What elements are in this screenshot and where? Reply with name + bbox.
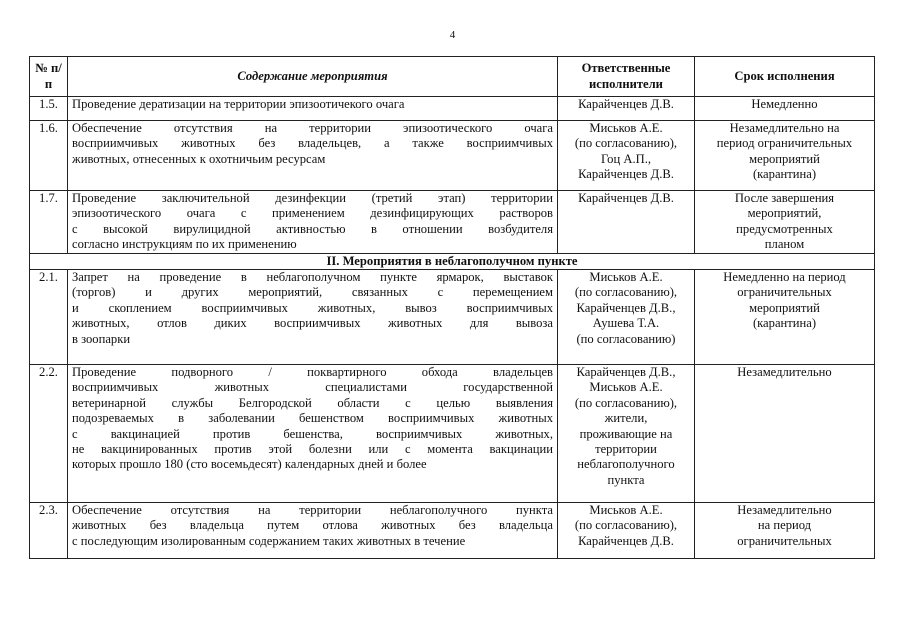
measure-content (68, 503, 558, 559)
responsible-persons (558, 270, 695, 365)
section-part2 (30, 253, 875, 269)
execution-term-line: Немедленно (751, 97, 818, 111)
measure-content (68, 121, 558, 191)
responsible-persons-line: (по согласованию), (574, 518, 678, 533)
table-row (30, 503, 875, 559)
header-content: Содержание мероприятия (68, 57, 558, 97)
measure-content-line: которых прошло 180 (сто восемьдесят) календарных дней и более (72, 457, 427, 472)
responsible-persons-line: Миськов А.Е. (589, 121, 663, 135)
row-number: 1.5. (30, 97, 68, 121)
responsible-persons-line: неблагополучного (577, 457, 675, 472)
table-row (30, 191, 875, 254)
execution-term (695, 121, 875, 191)
responsible-persons-line: Миськов А.Е. (589, 270, 663, 285)
measure-content-line: не вакцинированных против этой болезни или с момента вакцинации (72, 442, 553, 457)
section-row (30, 253, 875, 269)
execution-term-line: Немедленно на период (723, 270, 846, 285)
measure-content (68, 270, 558, 365)
table-row (30, 97, 875, 121)
table-row (30, 365, 875, 503)
measure-content-line: подозреваемых в заболевании бешенством восприимчивых животных (72, 411, 553, 426)
responsible-persons-line: Миськов А.Е. (589, 380, 663, 395)
responsible-persons-line: территории (595, 442, 657, 457)
row-number: 2.1. (30, 270, 68, 365)
responsible-persons-line: (по согласованию), (574, 285, 678, 300)
responsible-persons-line: Гоц А.П., (601, 151, 651, 166)
measure-content-line: Проведение заключительной дезинфекции (третий этап) территории (72, 191, 553, 205)
measure-content-line: согласно инструкциям по их применению (72, 237, 297, 252)
execution-term (695, 97, 875, 121)
row-number: 1.6. (30, 121, 68, 191)
execution-term-line: период ограничительных (716, 136, 853, 151)
table-header-row (30, 57, 875, 97)
measure-content-line: эпизоотического очага с применением дезинфицирующих растворов (72, 206, 553, 221)
responsible-persons (558, 97, 695, 121)
table-body-part1 (30, 97, 875, 254)
execution-term-line: мероприятий (749, 300, 820, 315)
measure-content-line: животных, отнесенных к охотничьим ресурсам (72, 151, 326, 166)
measure-content-line: с последующим изолированным содержанием таких животных в течение (72, 533, 466, 548)
responsible-persons-line: пункта (607, 472, 645, 487)
execution-term-line: на период (757, 518, 812, 533)
responsible-persons-line: Карайченцев Д.В. (578, 191, 674, 205)
execution-term-line: Незамедлительно на (729, 121, 840, 135)
responsible-persons-line: Карайченцев Д.В. (578, 167, 674, 182)
responsible-persons-line: Карайченцев Д.В. (578, 533, 674, 548)
responsible-persons (558, 503, 695, 559)
table-row (30, 121, 875, 191)
responsible-persons (558, 191, 695, 254)
row-number: 2.2. (30, 365, 68, 503)
measure-content-line: восприимчивых животных без владельцев, а также восприимчивых (72, 136, 553, 151)
execution-term-line: планом (764, 237, 805, 252)
execution-term-line: мероприятий, (747, 206, 822, 221)
header-responsible: Ответственные исполнители (558, 57, 695, 97)
measure-content (68, 191, 558, 254)
execution-term-line: предусмотренных (736, 221, 833, 236)
execution-term-line: (карантина) (752, 316, 817, 331)
row-number: 2.3. (30, 503, 68, 559)
table-body-part2 (30, 270, 875, 559)
measure-content-line: животных без владельца путем отлова животных без владельца (72, 518, 553, 533)
measure-content-line: Проведение дератизации на территории эпизоотичекого очага (72, 97, 405, 111)
execution-term-line: мероприятий (749, 151, 820, 166)
execution-term-line: ограничительных (737, 533, 832, 548)
responsible-persons (558, 121, 695, 191)
execution-term (695, 503, 875, 559)
responsible-persons-line: жители, (604, 411, 648, 426)
execution-term-line: После завершения (734, 191, 835, 205)
responsible-persons-line: (по согласованию) (576, 331, 676, 346)
measure-content-line: восприимчивых животных специалистами государственной (72, 380, 553, 395)
responsible-persons-line: Карайченцев Д.В., (576, 365, 676, 380)
header-num: № п/п (30, 57, 68, 97)
responsible-persons-line: проживающие на (579, 426, 673, 441)
measure-content-line: Проведение подворного / поквартирного обхода владельцев (72, 365, 553, 380)
measure-content-line: в зоопарки (72, 331, 131, 346)
measure-content-line: с вакцинацией против бешенства, восприимчивых животных, (72, 426, 553, 441)
row-number: 1.7. (30, 191, 68, 254)
execution-term (695, 270, 875, 365)
execution-term-line: Незамедлительно (737, 365, 832, 380)
responsible-persons-line: Карайченцев Д.В. (578, 97, 674, 111)
section-title: II. Мероприятия в неблагополучном пункте (30, 253, 875, 269)
measure-content-line: Запрет на проведение в неблагополучном пункте ярмарок, выставок (72, 270, 553, 285)
responsible-persons-line: (по согласованию), (574, 136, 678, 151)
execution-term-line: Незамедлительно (737, 503, 832, 518)
responsible-persons-line: (по согласованию), (574, 395, 678, 410)
measure-content-line: с высокой вирулицидной активностью в отношении возбудителя (72, 221, 553, 236)
measure-content-line: и скоплением восприимчивых животных, вывоз восприимчивых (72, 300, 553, 315)
execution-term-line: (карантина) (752, 167, 817, 182)
page-number: 4 (449, 29, 456, 41)
measure-content-line: Обеспечение отсутствия на территории неблагополучного пункта (72, 503, 553, 518)
measure-content (68, 97, 558, 121)
execution-term (695, 365, 875, 503)
measure-content-line: Обеспечение отсутствия на территории эпизоотического очага (72, 121, 553, 135)
responsible-persons (558, 365, 695, 503)
header-term: Срок исполнения (695, 57, 875, 97)
measure-content (68, 365, 558, 503)
responsible-persons-line: Карайченцев Д.В., (576, 300, 676, 315)
measures-table (29, 56, 875, 559)
execution-term-line: ограничительных (737, 285, 832, 300)
measure-content-line: (торгов) и других мероприятий, связанных с перемещением (72, 285, 553, 300)
execution-term (695, 191, 875, 254)
measure-content-line: животных, отлов диких восприимчивых животных для вывоза (72, 316, 553, 331)
measure-content-line: ветеринарной службы Белгородской области с целью выявления (72, 395, 553, 410)
table-row (30, 270, 875, 365)
responsible-persons-line: Миськов А.Е. (589, 503, 663, 518)
responsible-persons-line: Аушева Т.А. (592, 316, 660, 331)
